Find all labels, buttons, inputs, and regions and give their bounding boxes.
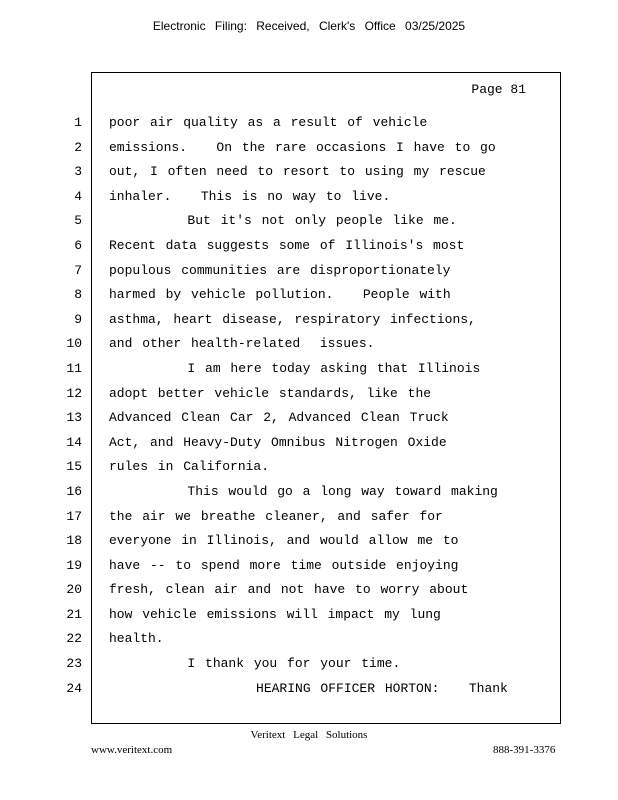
line-text: asthma, heart disease, respiratory infections, — [109, 311, 476, 327]
line-text: rules in California. — [109, 459, 270, 475]
transcript-line — [0, 431, 618, 456]
line-number: 13 — [66, 410, 82, 426]
line-number: 17 — [66, 508, 82, 524]
footer-company: Veritext Legal Solutions — [250, 729, 368, 741]
line-text: out, I often need to resort to using my rescue — [109, 164, 486, 180]
line-text: harmed by vehicle pollution. People with — [109, 287, 451, 303]
transcript-line — [0, 677, 618, 702]
line-number: 6 — [74, 237, 82, 253]
line-number: 12 — [66, 385, 82, 401]
transcript-line — [0, 136, 618, 161]
filing-header: Electronic Filing: Received, Clerk's Office 03/25/2025 — [152, 19, 466, 33]
line-number: 16 — [66, 483, 82, 499]
line-text: how vehicle emissions will impact my lung — [109, 606, 441, 622]
line-number: 11 — [66, 360, 82, 376]
line-number: 22 — [66, 631, 82, 647]
transcript-line — [0, 578, 618, 603]
line-number: 14 — [66, 434, 82, 450]
transcript-line — [0, 357, 618, 382]
line-text: Act, and Heavy-Duty Omnibus Nitrogen Oxide — [109, 434, 447, 450]
line-text: the air we breathe cleaner, and safer for — [109, 508, 443, 524]
transcript-line — [0, 480, 618, 505]
transcript-lines — [0, 111, 618, 701]
line-text: have -- to spend more time outside enjoying — [109, 557, 459, 573]
line-number: 8 — [74, 287, 82, 303]
transcript-line — [0, 332, 618, 357]
transcript-line — [0, 529, 618, 554]
line-number: 2 — [74, 139, 82, 155]
transcript-line — [0, 382, 618, 407]
line-text: I am here today asking that Illinois — [109, 360, 481, 376]
transcript-line — [0, 283, 618, 308]
footer-phone: 888-391-3376 — [493, 744, 556, 756]
line-number: 9 — [74, 311, 82, 327]
line-number: 10 — [66, 336, 82, 352]
line-text: health. — [109, 631, 164, 647]
line-text: emissions. On the rare occasions I have to go — [109, 139, 496, 155]
line-text: I thank you for your time. — [109, 656, 401, 672]
line-number: 19 — [66, 557, 82, 573]
line-text: fresh, clean air and not have to worry about — [109, 582, 469, 598]
transcript-line — [0, 652, 618, 677]
line-number: 20 — [66, 582, 82, 598]
transcript-line — [0, 505, 618, 530]
line-number: 23 — [66, 656, 82, 672]
line-number: 1 — [74, 115, 82, 130]
line-text: and other health-related issues. — [109, 336, 375, 352]
transcript-line — [0, 111, 618, 136]
line-number: 21 — [66, 606, 82, 622]
transcript-line — [0, 209, 618, 234]
line-text: adopt better vehicle standards, like the — [109, 385, 432, 401]
line-text: This would go a long way toward making — [109, 483, 498, 499]
transcript-line — [0, 406, 618, 431]
line-text: But it's not only people like me. — [109, 213, 457, 229]
line-number: 18 — [66, 533, 82, 549]
line-text: poor air quality as a result of vehicle — [109, 115, 428, 130]
line-number: 4 — [74, 188, 82, 204]
line-number: 3 — [74, 164, 82, 180]
line-text: inhaler. This is no way to live. — [109, 188, 391, 204]
transcript-line — [0, 455, 618, 480]
transcript-line — [0, 308, 618, 333]
line-number: 7 — [74, 262, 82, 278]
transcript-line — [0, 234, 618, 259]
line-number: 24 — [66, 680, 82, 696]
line-text: everyone in Illinois, and would allow me to — [109, 533, 459, 549]
footer-website: www.veritext.com — [91, 744, 173, 756]
line-number: 5 — [74, 213, 82, 229]
transcript-line — [0, 554, 618, 579]
line-text: HEARING OFFICER HORTON: Thank — [109, 680, 508, 696]
line-text: Recent data suggests some of Illinois's most — [109, 237, 465, 253]
transcript-line — [0, 259, 618, 284]
transcript-line — [0, 627, 618, 652]
transcript-line — [0, 603, 618, 628]
transcript-line — [0, 160, 618, 185]
line-number: 15 — [66, 459, 82, 475]
page-number: Page 81 — [471, 82, 526, 97]
transcript-line — [0, 185, 618, 210]
line-text: Advanced Clean Car 2, Advanced Clean Truck — [109, 410, 449, 426]
line-text: populous communities are disproportionately — [109, 262, 451, 278]
